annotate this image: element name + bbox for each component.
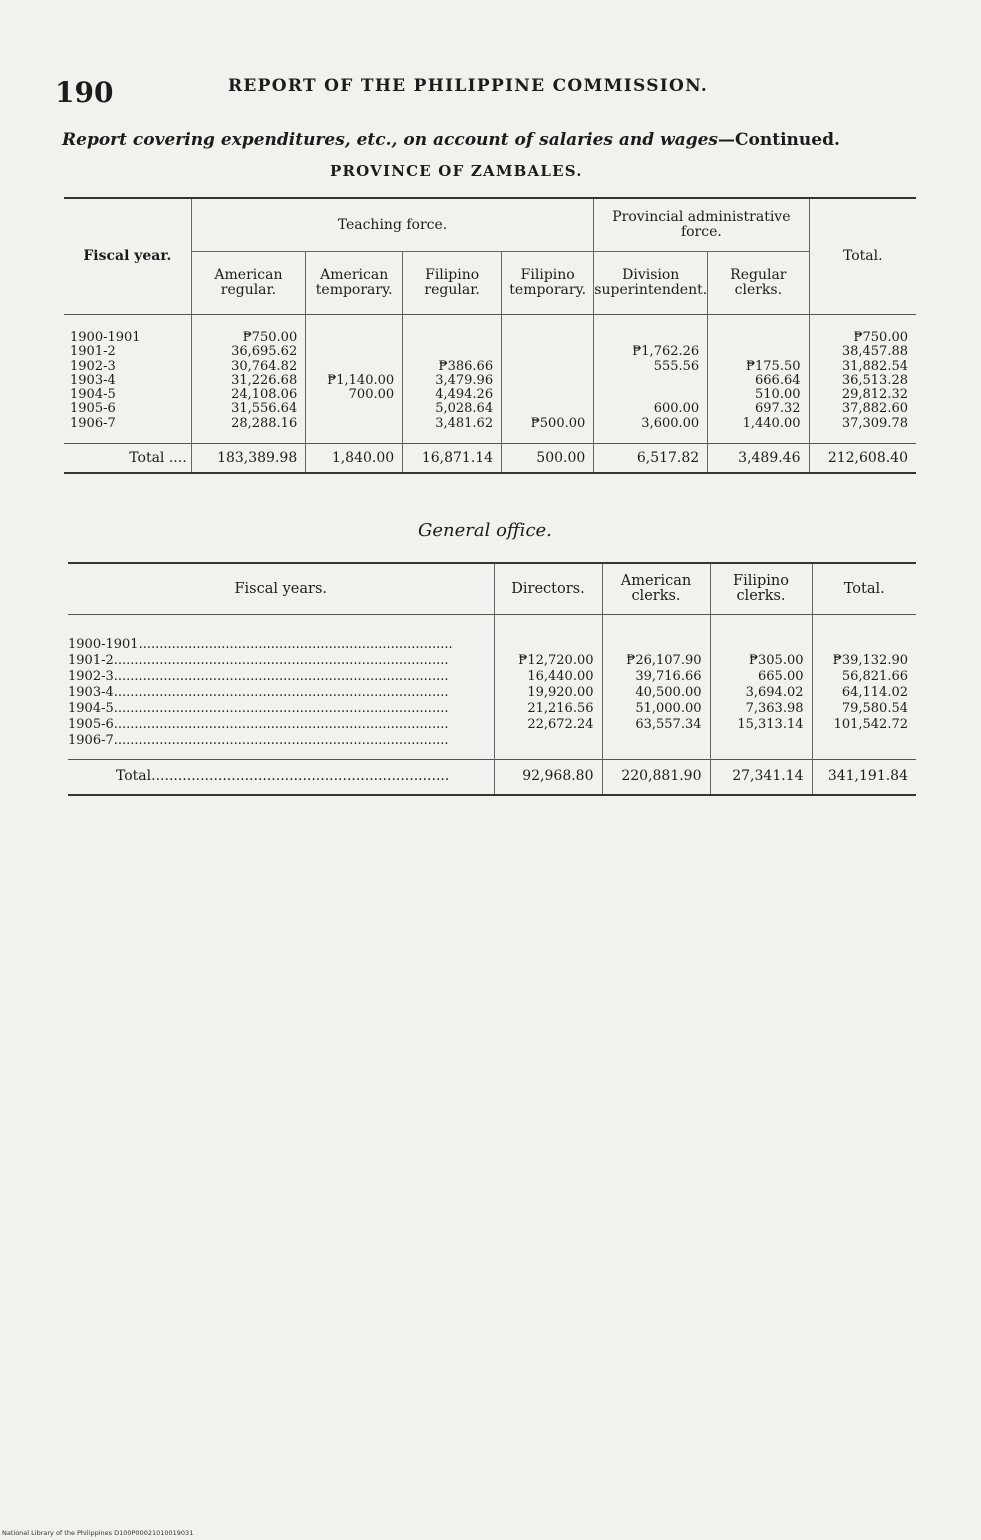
- total-cell: 212,608.40: [809, 444, 916, 474]
- total-cell: 500.00: [502, 444, 594, 474]
- american-temporary-column: [306, 315, 403, 444]
- directors-column: [494, 615, 602, 760]
- value-cell: [306, 417, 394, 431]
- value-cell: [403, 345, 493, 359]
- value-cell: 3,479.96: [435, 372, 494, 388]
- value-cell: [403, 331, 493, 345]
- value-cell: 37,882.60: [841, 401, 908, 417]
- group-teaching-force: Teaching force.: [191, 198, 594, 252]
- value-cell: [594, 374, 699, 388]
- col-fiscal-year: Fiscal year.: [64, 198, 191, 314]
- value-cell: 39,716.66: [635, 669, 702, 684]
- col-filipino-regular: Filipino regular.: [403, 252, 502, 315]
- value-cell: 51,000.00: [635, 701, 702, 716]
- total-cell: 220,881.90: [602, 760, 710, 796]
- total-cell: 341,191.84: [812, 760, 916, 796]
- value-cell: 4,494.26: [435, 387, 494, 403]
- years-column: [64, 315, 191, 444]
- value-cell: [502, 345, 585, 359]
- value-cell: ₱1,762.26: [632, 344, 700, 360]
- year-cell: 1901-2.................................................................................: [68, 653, 449, 668]
- american-clerks-column: [602, 615, 710, 760]
- value-cell: 37,309.78: [841, 415, 908, 431]
- value-cell: ₱500.00: [530, 415, 586, 431]
- group-provincial-force: Provincial administrative force.: [594, 198, 809, 252]
- value-cell: 64,114.02: [841, 685, 908, 700]
- total-cell: 92,968.80: [494, 760, 602, 796]
- value-cell: 697.32: [755, 401, 801, 417]
- totals-row: [68, 760, 916, 796]
- col-fiscal-years: Fiscal years.: [68, 563, 494, 615]
- value-cell: 3,481.62: [435, 415, 494, 431]
- subtitle-continued: —Continued.: [718, 130, 840, 150]
- value-cell: 555.56: [653, 358, 700, 374]
- value-cell: 28,288.16: [231, 415, 298, 431]
- col-american-clerks: American clerks.: [602, 563, 710, 615]
- value-cell: [306, 360, 394, 374]
- col-filipino-temporary: Filipino temporary.: [502, 252, 594, 315]
- value-cell: 29,812.32: [841, 387, 908, 403]
- filipino-clerks-column: [710, 615, 812, 760]
- value-cell: 666.64: [755, 372, 801, 388]
- section-title-general-office: General office.: [418, 520, 552, 541]
- col-directors: Directors.: [494, 563, 602, 615]
- scan-footer: National Library of the Philippines D100P00021010019031: [2, 1529, 194, 1537]
- value-cell: 40,500.00: [635, 685, 702, 700]
- value-cell: ₱750.00: [242, 330, 298, 345]
- division-superintendent-column: [594, 315, 708, 444]
- regular-clerks-column: [708, 315, 809, 444]
- col-total: Total.: [812, 563, 916, 615]
- year-cell: 1900-1901: [70, 330, 141, 345]
- value-cell: ₱12,720.00: [518, 653, 594, 668]
- col-american-temporary: American temporary.: [306, 252, 403, 315]
- value-cell: 1,440.00: [742, 415, 801, 431]
- value-cell: [502, 402, 585, 416]
- value-cell: 665.00: [758, 669, 804, 684]
- subtitle-italic: Report covering expenditures, etc., on account of salaries and wages: [62, 130, 719, 150]
- american-regular-column: [191, 315, 306, 444]
- value-cell: 101,542.72: [833, 717, 908, 732]
- total-column: [812, 615, 916, 760]
- value-cell: 700.00: [348, 387, 395, 403]
- filipino-temporary-column: [502, 315, 594, 444]
- value-cell: 36,513.28: [841, 372, 908, 388]
- general-office-table: [68, 562, 916, 796]
- value-cell: 24,108.06: [231, 387, 298, 403]
- col-filipino-clerks: Filipino clerks.: [710, 563, 812, 615]
- value-cell: 31,226.68: [231, 372, 298, 388]
- total-column: [809, 315, 916, 444]
- value-cell: 63,557.34: [635, 717, 702, 732]
- filipino-regular-column: [403, 315, 502, 444]
- total-cell: 16,871.14: [403, 444, 502, 474]
- col-total: Total.: [842, 248, 883, 264]
- value-cell: 19,920.00: [527, 685, 594, 700]
- value-cell: 79,580.54: [841, 701, 908, 716]
- col-american-regular: American regular.: [191, 252, 306, 315]
- year-cell: 1900-1901............................................................................: [68, 637, 453, 652]
- year-cell: 1906-7: [70, 415, 116, 431]
- years-column: [68, 615, 494, 760]
- value-cell: 31,556.64: [231, 401, 298, 417]
- value-cell: [708, 331, 800, 345]
- value-cell: ₱750.00: [853, 330, 908, 345]
- page-number: 190: [55, 76, 114, 109]
- year-cell: 1905-6.................................................................................: [68, 717, 449, 732]
- total-cell: 6,517.82: [594, 444, 708, 474]
- year-cell: 1902-3: [70, 358, 116, 374]
- value-cell: 3,600.00: [641, 415, 700, 431]
- totals-row: [64, 444, 916, 474]
- value-cell: ₱305.00: [748, 653, 804, 668]
- year-cell: 1901-2: [70, 344, 116, 360]
- value-cell: [502, 360, 585, 374]
- value-cell: 31,882.54: [841, 358, 908, 374]
- value-cell: 5,028.64: [435, 401, 494, 417]
- value-cell: ₱175.50: [745, 358, 801, 374]
- col-regular-clerks: Regular clerks.: [708, 252, 809, 315]
- value-cell: [502, 388, 585, 402]
- total-label: Total...................................................................: [68, 760, 494, 796]
- col-division-superintendent: Division superintendent.: [594, 252, 708, 315]
- total-cell: 1,840.00: [306, 444, 403, 474]
- value-cell: 7,363.98: [745, 701, 804, 716]
- year-cell: 1903-4.................................................................................: [68, 685, 449, 700]
- value-cell: [594, 331, 699, 345]
- value-cell: 16,440.00: [527, 669, 594, 684]
- value-cell: 3,694.02: [745, 685, 804, 700]
- value-cell: 15,313.14: [737, 717, 804, 732]
- value-cell: 30,764.82: [231, 358, 298, 374]
- value-cell: [708, 345, 800, 359]
- value-cell: ₱386.66: [438, 358, 494, 374]
- value-cell: 38,457.88: [841, 344, 908, 360]
- total-label: Total ....: [64, 444, 191, 474]
- value-cell: ₱1,140.00: [327, 372, 395, 388]
- report-subtitle: [62, 130, 840, 150]
- total-cell: 27,341.14: [710, 760, 812, 796]
- value-cell: ₱39,132.90: [832, 653, 908, 668]
- province-heading: PROVINCE OF ZAMBALES.: [330, 162, 583, 180]
- year-cell: 1904-5: [70, 387, 116, 403]
- value-cell: [306, 402, 394, 416]
- value-cell: [502, 374, 585, 388]
- year-cell: 1906-7.................................................................................: [68, 733, 449, 748]
- year-cell: 1905-6: [70, 401, 116, 417]
- value-cell: ₱26,107.90: [626, 653, 702, 668]
- value-cell: [306, 345, 394, 359]
- year-cell: 1904-5.................................................................................: [68, 701, 449, 716]
- value-cell: [306, 331, 394, 345]
- value-cell: [594, 388, 699, 402]
- running-head: REPORT OF THE PHILIPPINE COMMISSION.: [228, 76, 709, 96]
- total-cell: 183,389.98: [191, 444, 306, 474]
- value-cell: [502, 331, 585, 345]
- zambales-table: [64, 197, 916, 474]
- value-cell: 600.00: [653, 401, 700, 417]
- year-cell: 1903-4: [70, 372, 116, 388]
- total-cell: 3,489.46: [708, 444, 809, 474]
- year-cell: 1902-3.................................................................................: [68, 669, 449, 684]
- value-cell: 56,821.66: [841, 669, 908, 684]
- value-cell: 510.00: [755, 387, 801, 403]
- value-cell: 36,695.62: [231, 344, 298, 360]
- value-cell: 21,216.56: [527, 701, 594, 716]
- value-cell: 22,672.24: [527, 717, 594, 732]
